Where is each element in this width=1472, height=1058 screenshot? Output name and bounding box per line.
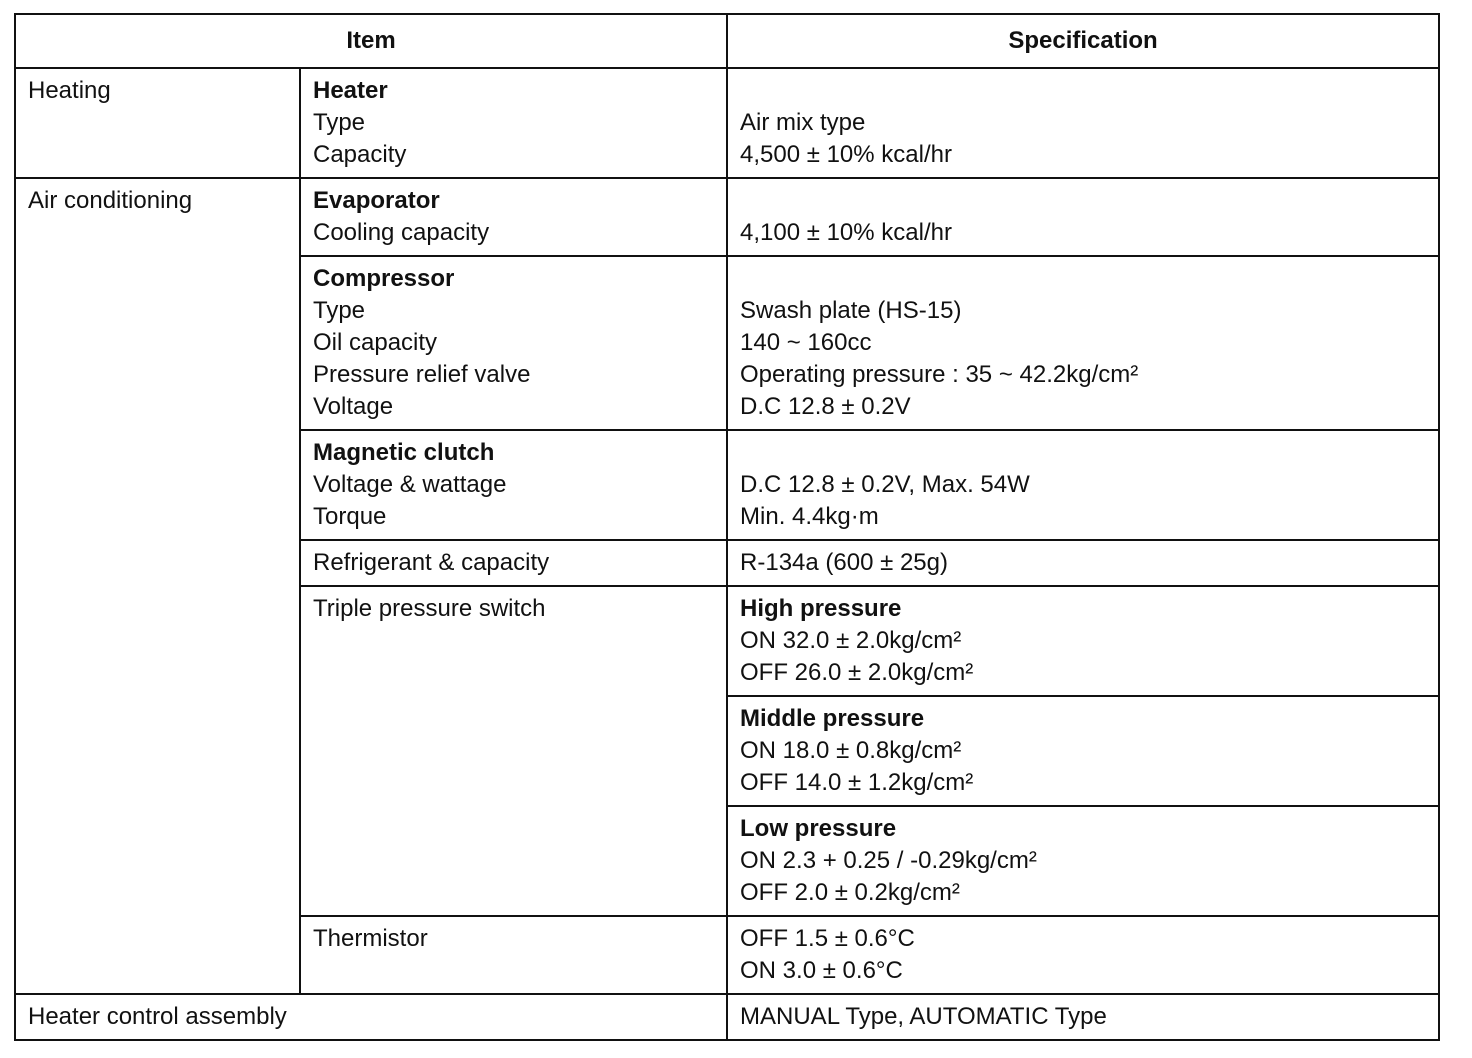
clutch-title: Magnetic clutch: [313, 439, 495, 466]
thermistor-item: [300, 916, 727, 994]
header-item: Item: [15, 14, 727, 68]
evaporator-title: Evaporator: [313, 187, 440, 214]
middle-pressure-title: Middle pressure: [740, 705, 925, 732]
low-pressure-spec: [727, 806, 1439, 916]
category-air-conditioning: [15, 178, 300, 994]
table-row: [15, 994, 1439, 1040]
heater-capacity-value: 4,500 ± 10% kcal/hr: [740, 141, 952, 168]
thermistor-label: Thermistor: [313, 925, 428, 952]
heater-control-value: MANUAL Type, AUTOMATIC Type: [740, 1003, 1107, 1030]
middle-pressure-spec: [727, 696, 1439, 806]
compressor-relief-value: Operating pressure : 35 ~ 42.2kg/cm²: [740, 361, 1139, 388]
heater-title: Heater: [313, 77, 388, 104]
heater-capacity-label: Capacity: [313, 141, 407, 168]
compressor-type-label: Type: [313, 297, 366, 324]
category-label: Air conditioning: [28, 187, 193, 214]
header-specification: Specification: [727, 14, 1439, 68]
triple-switch-item: [300, 586, 727, 916]
compressor-relief-label: Pressure relief valve: [313, 361, 531, 388]
refrigerant-value: R-134a (600 ± 25g): [740, 549, 948, 576]
specification-table: [14, 13, 1440, 1041]
heater-control-item: [15, 994, 727, 1040]
heater-type-value: Air mix type: [740, 109, 866, 136]
refrigerant-spec: [727, 540, 1439, 586]
header-row: [15, 14, 1439, 68]
high-pressure-spec: [727, 586, 1439, 696]
thermistor-off: OFF 1.5 ± 0.6°C: [740, 925, 915, 952]
evaporator-items: [300, 178, 727, 256]
category-heating: [15, 68, 300, 178]
heater-control-label: Heater control assembly: [28, 1003, 287, 1030]
middle-pressure-off: OFF 14.0 ± 1.2kg/cm²: [740, 769, 974, 796]
thermistor-on: ON 3.0 ± 0.6°C: [740, 957, 903, 984]
table-row: [15, 68, 1439, 178]
evaporator-specs: [727, 178, 1439, 256]
compressor-voltage-label: Voltage: [313, 393, 394, 420]
refrigerant-label: Refrigerant & capacity: [313, 549, 550, 576]
low-pressure-title: Low pressure: [740, 815, 897, 842]
evaporator-cooling-value: 4,100 ± 10% kcal/hr: [740, 219, 952, 246]
compressor-type-value: Swash plate (HS-15): [740, 297, 962, 324]
category-label: Heating: [28, 77, 111, 104]
heater-items: [300, 68, 727, 178]
high-pressure-off: OFF 26.0 ± 2.0kg/cm²: [740, 659, 974, 686]
compressor-voltage-value: D.C 12.8 ± 0.2V: [740, 393, 911, 420]
compressor-oil-label: Oil capacity: [313, 329, 438, 356]
heater-type-label: Type: [313, 109, 366, 136]
clutch-voltage-label: Voltage & wattage: [313, 471, 507, 498]
thermistor-spec: [727, 916, 1439, 994]
clutch-specs: [727, 430, 1439, 540]
heater-control-spec: [727, 994, 1439, 1040]
clutch-torque-value: Min. 4.4kg·m: [740, 503, 879, 530]
compressor-specs: [727, 256, 1439, 430]
clutch-items: [300, 430, 727, 540]
high-pressure-title: High pressure: [740, 595, 902, 622]
compressor-title: Compressor: [313, 265, 455, 292]
clutch-torque-label: Torque: [313, 503, 387, 530]
compressor-items: [300, 256, 727, 430]
triple-switch-label: Triple pressure switch: [313, 595, 546, 622]
compressor-oil-value: 140 ~ 160cc: [740, 329, 872, 356]
evaporator-cooling-label: Cooling capacity: [313, 219, 490, 246]
high-pressure-on: ON 32.0 ± 2.0kg/cm²: [740, 627, 962, 654]
table-row: [15, 178, 1439, 256]
low-pressure-on: ON 2.3 + 0.25 / -0.29kg/cm²: [740, 847, 1037, 874]
heater-specs: [727, 68, 1439, 178]
refrigerant-item: [300, 540, 727, 586]
low-pressure-off: OFF 2.0 ± 0.2kg/cm²: [740, 879, 960, 906]
clutch-voltage-value: D.C 12.8 ± 0.2V, Max. 54W: [740, 471, 1030, 498]
middle-pressure-on: ON 18.0 ± 0.8kg/cm²: [740, 737, 962, 764]
